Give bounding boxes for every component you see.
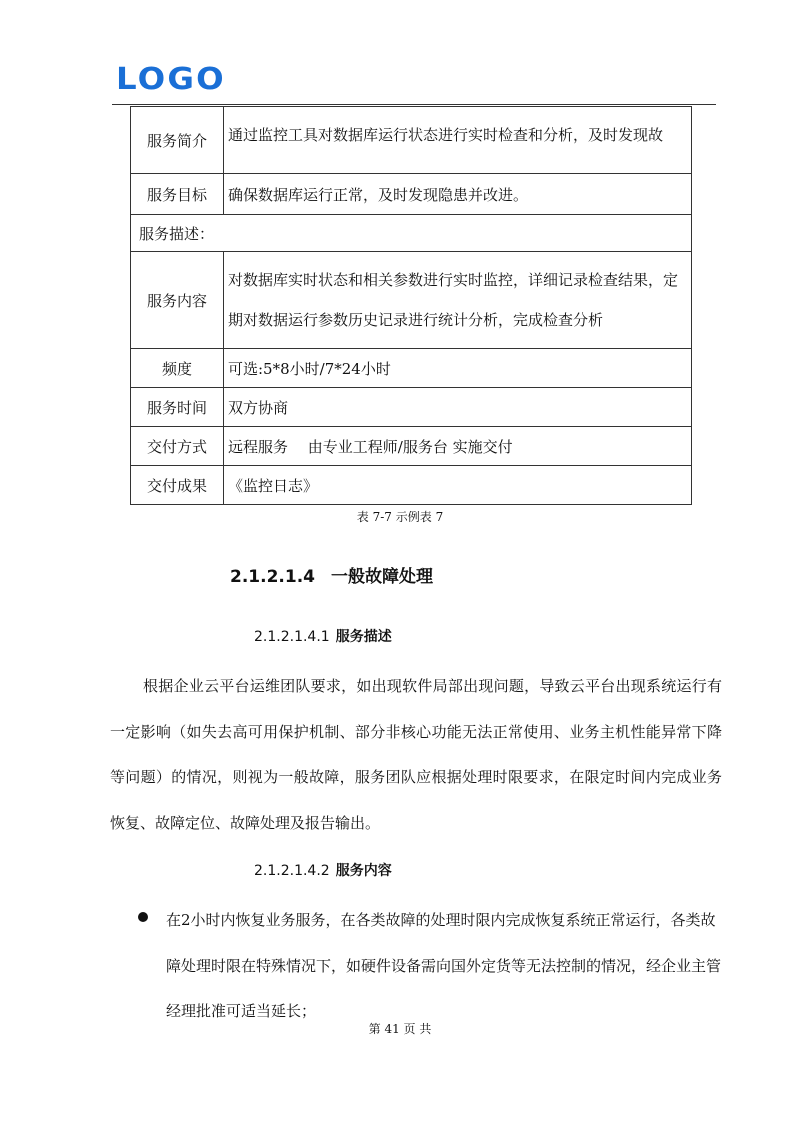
row-value: 双方协商 xyxy=(224,388,692,427)
table-row xyxy=(131,252,692,349)
logo: LOGO xyxy=(116,62,226,97)
row-value: 确保数据库运行正常，及时发现隐患并改进。 xyxy=(224,174,692,215)
table-row xyxy=(131,107,692,174)
header-divider xyxy=(112,104,716,105)
page-footer: 第 41 页 共 xyxy=(368,1022,432,1036)
section-label: 服务描述： xyxy=(131,215,692,252)
row-value-cell xyxy=(224,252,692,349)
row-label: 服务时间 xyxy=(131,388,224,427)
table-row xyxy=(131,174,692,215)
table-caption: 表 7-7 示例表 7 xyxy=(356,510,444,524)
subsection-heading xyxy=(254,860,392,880)
table-row xyxy=(131,466,692,505)
list-item: 在2小时内恢复业务服务，在各类故障的处理时限内完成恢复系统正常运行，各类故障处理时限在特殊情况下，如硬件设备需向国外定货等无法控制的情况，经企业主管经理批准可适当延长； xyxy=(166,911,722,1020)
service-table xyxy=(130,106,692,505)
row-value-cell xyxy=(224,107,692,174)
row-value: 对数据库实时状态和相关参数进行实时监控，详细记录检查结果，定期对数据运行参数历史记录进行统计分析，完成检查分析 xyxy=(228,271,679,329)
bullet-icon xyxy=(138,912,148,922)
subsection-heading xyxy=(254,626,392,646)
subsection-title: 服务内容 xyxy=(335,863,392,879)
row-label: 频度 xyxy=(131,349,224,388)
subsection-number: 2.1.2.1.4.1 xyxy=(254,629,330,645)
row-value: 通过监控工具对数据库运行状态进行实时检查和分析，及时发现故 xyxy=(228,126,664,144)
row-label: 服务目标 xyxy=(131,174,224,215)
row-label: 服务内容 xyxy=(131,252,224,349)
row-label: 交付方式 xyxy=(131,427,224,466)
row-value: 《监控日志》 xyxy=(224,466,692,505)
row-value: 远程服务 由专业工程师/服务台 实施交付 xyxy=(224,427,692,466)
subsection-title: 服务描述 xyxy=(335,629,392,645)
section-heading xyxy=(230,562,433,587)
table-row xyxy=(131,388,692,427)
row-label: 服务简介 xyxy=(131,107,224,174)
table-row xyxy=(131,427,692,466)
row-label: 交付成果 xyxy=(131,466,224,505)
subsection-number: 2.1.2.1.4.2 xyxy=(254,863,330,879)
table-row xyxy=(131,215,692,252)
table-row xyxy=(131,349,692,388)
row-value: 可选:5*8小时/7*24小时 xyxy=(224,349,692,388)
section-title: 一般故障处理 xyxy=(330,567,433,587)
body-paragraph: 根据企业云平台运维团队要求，如出现软件局部出现问题，导致云平台出现系统运行有一定影响（如失去高可用保护机制、部分非核心功能无法正常使用、业务主机性能异常下降等问题）的情况，则视为一般故障，服务团队应根据处理时限要求，在限定时间内完成业务恢复、故障定位、故障处理及报告输出。 xyxy=(110,677,722,832)
section-number: 2.1.2.1.4 xyxy=(230,567,315,587)
